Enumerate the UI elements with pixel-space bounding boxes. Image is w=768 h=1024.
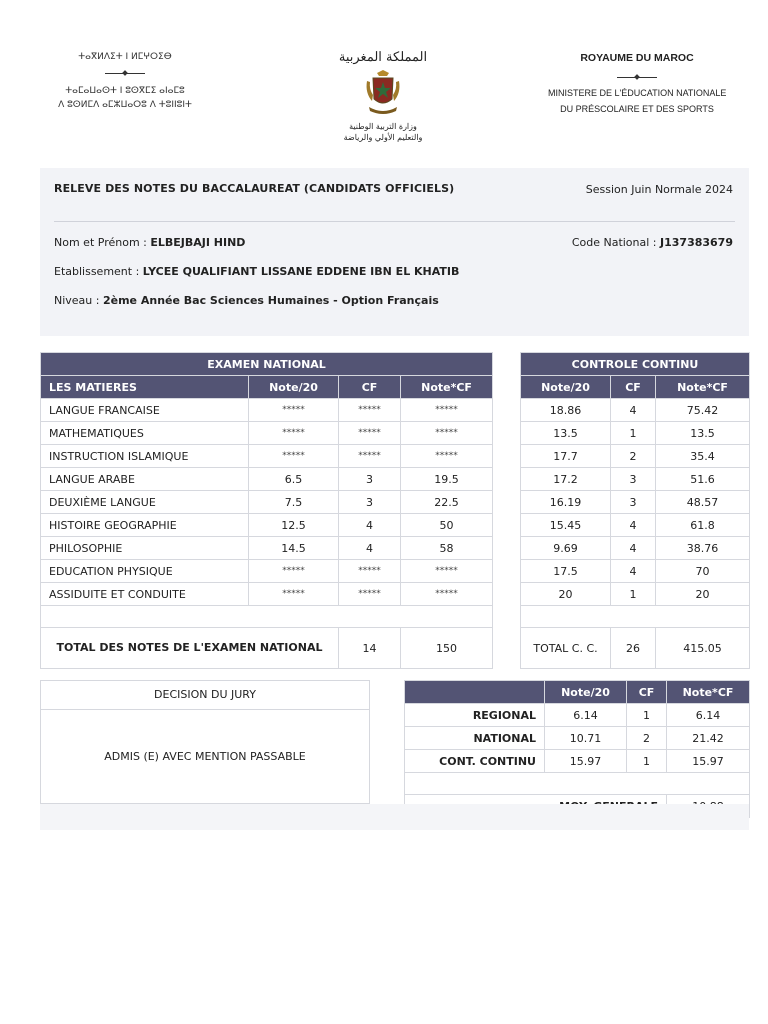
grade-cell: ***** bbox=[401, 422, 493, 445]
grade-cell: 75.42 bbox=[656, 399, 750, 422]
grade-cell: 3 bbox=[339, 468, 401, 491]
footer-band bbox=[40, 804, 749, 830]
column-header: Note/20 bbox=[521, 376, 611, 399]
column-header: CF bbox=[627, 681, 667, 704]
level-label: Niveau : bbox=[54, 294, 103, 307]
grade-cell: ***** bbox=[401, 560, 493, 583]
grade-cell: 15.97 bbox=[667, 750, 750, 773]
grade-cell: 16.19 bbox=[521, 491, 611, 514]
grade-cell: 15.97 bbox=[545, 750, 627, 773]
arabic-kingdom-title: المملكة المغربية bbox=[338, 50, 428, 65]
national-exam-table bbox=[40, 352, 493, 669]
subject-name: DEUXIÈME LANGUE bbox=[41, 491, 249, 514]
table-row bbox=[521, 583, 750, 606]
table-row bbox=[521, 422, 750, 445]
session-label: Session Juin Normale 2024 bbox=[585, 183, 733, 196]
header-center bbox=[318, 50, 448, 143]
table-row bbox=[521, 560, 750, 583]
table-row bbox=[521, 445, 750, 468]
grade-cell: 7.5 bbox=[249, 491, 339, 514]
ministry-line-1: MINISTERE DE L'ÉDUCATION NATIONALE bbox=[548, 88, 727, 98]
spacer-cell bbox=[521, 606, 750, 628]
grade-cell: 1 bbox=[627, 704, 667, 727]
document-title: RELEVE DES NOTES DU BACCALAUREAT (CANDIDATS OFFICIELS) bbox=[54, 182, 455, 195]
grade-cell: 58 bbox=[401, 537, 493, 560]
grade-cell: 3 bbox=[339, 491, 401, 514]
header-divider bbox=[105, 68, 145, 78]
continuous-assessment-table bbox=[520, 352, 750, 669]
name-label: Nom et Prénom : bbox=[54, 236, 151, 249]
school-row bbox=[54, 265, 459, 278]
column-header: CF bbox=[611, 376, 656, 399]
level-row bbox=[54, 294, 439, 307]
grade-cell: ***** bbox=[249, 560, 339, 583]
column-header: Note*CF bbox=[401, 376, 493, 399]
grade-cell: 9.69 bbox=[521, 537, 611, 560]
grade-cell: 3 bbox=[611, 468, 656, 491]
spacer-row bbox=[521, 606, 750, 628]
tifinagh-ministry-1: ⵜⴰⵎⴰⵡⴰⵙⵜ ⵏ ⵓⵙⴳⵎⵉ ⴰⵏⴰⵎⵓ bbox=[65, 86, 185, 96]
average-label: REGIONAL bbox=[405, 704, 545, 727]
grade-cell: 13.5 bbox=[521, 422, 611, 445]
grade-cell: 20 bbox=[656, 583, 750, 606]
grade-cell: 6.5 bbox=[249, 468, 339, 491]
grade-cell: 51.6 bbox=[656, 468, 750, 491]
table-row bbox=[41, 445, 493, 468]
national-total-cf: 14 bbox=[339, 628, 401, 669]
subject-name: MATHEMATIQUES bbox=[41, 422, 249, 445]
column-header: CF bbox=[339, 376, 401, 399]
grade-cell: 35.4 bbox=[656, 445, 750, 468]
continuous-assessment-title: CONTROLE CONTINU bbox=[521, 353, 750, 376]
grade-cell: ***** bbox=[339, 560, 401, 583]
grade-cell: 38.76 bbox=[656, 537, 750, 560]
grade-cell: 4 bbox=[611, 560, 656, 583]
grade-cell: 4 bbox=[611, 537, 656, 560]
grade-cell: 14.5 bbox=[249, 537, 339, 560]
total-row bbox=[521, 628, 750, 669]
column-header: Note*CF bbox=[656, 376, 750, 399]
cc-total-cf: 26 bbox=[611, 628, 656, 669]
grade-cell: 17.5 bbox=[521, 560, 611, 583]
level-value: 2ème Année Bac Sciences Humaines - Option Français bbox=[102, 294, 439, 307]
table-row bbox=[41, 514, 493, 537]
school-label: Etablissement : bbox=[54, 265, 143, 278]
grade-cell: 21.42 bbox=[667, 727, 750, 750]
subject-name: LANGUE ARABE bbox=[41, 468, 249, 491]
grade-cell: 3 bbox=[611, 491, 656, 514]
grade-cell: 17.2 bbox=[521, 468, 611, 491]
column-header: Note*CF bbox=[667, 681, 750, 704]
table-row bbox=[41, 468, 493, 491]
grade-cell: 18.86 bbox=[521, 399, 611, 422]
table-row bbox=[41, 399, 493, 422]
grade-cell: 6.14 bbox=[667, 704, 750, 727]
average-label: CONT. CONTINU bbox=[405, 750, 545, 773]
cc-total-label: TOTAL C. C. bbox=[521, 628, 611, 669]
grade-cell: 4 bbox=[611, 514, 656, 537]
header-right bbox=[548, 52, 726, 114]
grade-cell: 20 bbox=[521, 583, 611, 606]
grade-cell: 13.5 bbox=[656, 422, 750, 445]
table-row bbox=[521, 491, 750, 514]
grade-cell: ***** bbox=[401, 399, 493, 422]
table-row bbox=[521, 468, 750, 491]
table-row bbox=[405, 727, 750, 750]
cc-total-value: 415.05 bbox=[656, 628, 750, 669]
grade-cell: ***** bbox=[249, 445, 339, 468]
arabic-ministry-name: وزارة التربية الوطنية والتعليم الأولي والرياضة bbox=[343, 122, 423, 142]
header-divider bbox=[617, 72, 657, 82]
grade-cell: 15.45 bbox=[521, 514, 611, 537]
table-row bbox=[521, 514, 750, 537]
grade-cell: 1 bbox=[611, 583, 656, 606]
kingdom-title: ROYAUME DU MAROC bbox=[580, 52, 694, 64]
table-row bbox=[521, 399, 750, 422]
column-header: Note/20 bbox=[545, 681, 627, 704]
grade-cell: 6.14 bbox=[545, 704, 627, 727]
grade-cell: 4 bbox=[611, 399, 656, 422]
national-code: J137383679 bbox=[660, 236, 733, 249]
moroccan-coat-of-arms-icon bbox=[363, 69, 403, 115]
table-row bbox=[41, 560, 493, 583]
average-label: NATIONAL bbox=[405, 727, 545, 750]
national-code-row bbox=[572, 236, 733, 249]
spacer-cell bbox=[41, 606, 493, 628]
total-row bbox=[41, 628, 493, 669]
column-header-blank bbox=[405, 681, 545, 704]
jury-title: DECISION DU JURY bbox=[41, 681, 369, 710]
national-total-label: TOTAL DES NOTES DE L'EXAMEN NATIONAL bbox=[41, 628, 339, 669]
grade-cell: ***** bbox=[339, 422, 401, 445]
table-row bbox=[41, 491, 493, 514]
grade-cell: 22.5 bbox=[401, 491, 493, 514]
tifinagh-ministry-2: ⴷ ⵓⵙⵍⵎⴷ ⴰⵎⵣⵡⴰⵔⵓ ⴷ ⵜⵓⵏⵏⵓⵏⵜ bbox=[58, 100, 192, 110]
info-divider bbox=[54, 221, 735, 222]
tifinagh-kingdom: ⵜⴰⴳⵍⴷⵉⵜ ⵏ ⵍⵎⵖⵔⵉⴱ bbox=[78, 52, 172, 62]
jury-decision-box bbox=[40, 680, 370, 804]
table-row bbox=[41, 583, 493, 606]
subject-name: LANGUE FRANCAISE bbox=[41, 399, 249, 422]
grade-cell: 10.71 bbox=[545, 727, 627, 750]
grade-cell: ***** bbox=[339, 445, 401, 468]
column-header: Note/20 bbox=[249, 376, 339, 399]
table-row bbox=[41, 422, 493, 445]
national-total-value: 150 bbox=[401, 628, 493, 669]
grade-cell: 19.5 bbox=[401, 468, 493, 491]
grade-cell: 12.5 bbox=[249, 514, 339, 537]
column-header: LES MATIERES bbox=[41, 376, 249, 399]
grade-cell: 2 bbox=[627, 727, 667, 750]
subject-name: PHILOSOPHIE bbox=[41, 537, 249, 560]
grade-cell: 70 bbox=[656, 560, 750, 583]
spacer-cell bbox=[405, 773, 750, 795]
code-label: Code National : bbox=[571, 236, 661, 249]
subject-name: HISTOIRE GEOGRAPHIE bbox=[41, 514, 249, 537]
grade-cell: 2 bbox=[611, 445, 656, 468]
subject-name: INSTRUCTION ISLAMIQUE bbox=[41, 445, 249, 468]
grade-cell: ***** bbox=[401, 583, 493, 606]
grade-cell: ***** bbox=[249, 422, 339, 445]
ministry-line-2: DU PRÉSCOLAIRE ET DES SPORTS bbox=[560, 104, 714, 114]
grade-cell: ***** bbox=[339, 583, 401, 606]
grade-cell: 48.57 bbox=[656, 491, 750, 514]
table-row bbox=[521, 537, 750, 560]
grade-cell: 4 bbox=[339, 514, 401, 537]
grade-cell: 4 bbox=[339, 537, 401, 560]
jury-decision: ADMIS (E) AVEC MENTION PASSABLE bbox=[104, 749, 306, 763]
grade-cell: 17.7 bbox=[521, 445, 611, 468]
header-left-tifinagh bbox=[40, 52, 210, 114]
grade-cell: 1 bbox=[627, 750, 667, 773]
table-row bbox=[405, 750, 750, 773]
spacer-row bbox=[405, 773, 750, 795]
spacer-row bbox=[41, 606, 493, 628]
grade-cell: ***** bbox=[401, 445, 493, 468]
subject-name: ASSIDUITE ET CONDUITE bbox=[41, 583, 249, 606]
school-name: LYCEE QUALIFIANT LISSANE EDDENE IBN EL KHATIB bbox=[142, 265, 460, 278]
grade-cell: ***** bbox=[249, 583, 339, 606]
table-row bbox=[41, 537, 493, 560]
candidate-name: ELBEJBAJI HIND bbox=[150, 236, 246, 249]
grade-cell: 50 bbox=[401, 514, 493, 537]
averages-table bbox=[404, 680, 750, 818]
table-row bbox=[405, 704, 750, 727]
candidate-info-panel bbox=[40, 168, 749, 336]
grade-cell: ***** bbox=[339, 399, 401, 422]
national-exam-title: EXAMEN NATIONAL bbox=[41, 353, 493, 376]
grade-cell: 1 bbox=[611, 422, 656, 445]
candidate-name-row bbox=[54, 236, 245, 249]
subject-name: EDUCATION PHYSIQUE bbox=[41, 560, 249, 583]
grade-cell: ***** bbox=[249, 399, 339, 422]
grade-cell: 61.8 bbox=[656, 514, 750, 537]
